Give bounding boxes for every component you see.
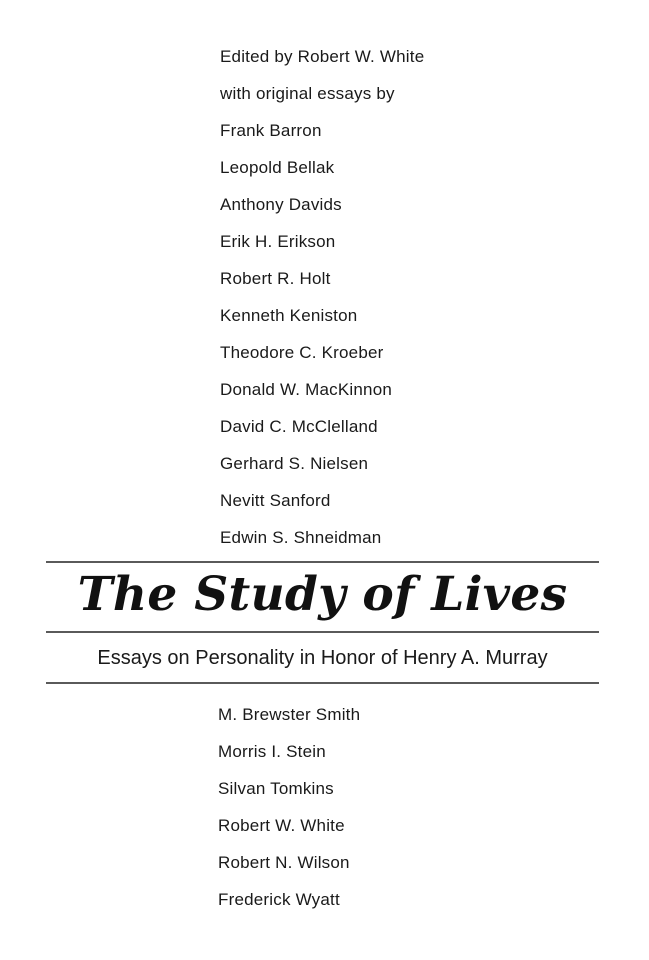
contributor-name: Gerhard S. Nielsen <box>220 454 369 473</box>
contributor-name: David C. McClelland <box>220 417 378 436</box>
subtitle-bottom-divider <box>46 682 599 684</box>
contributor-name: Donald W. MacKinnon <box>220 380 392 399</box>
contributor-name: Frank Barron <box>220 121 322 140</box>
editor-credit: Edited by Robert W. White <box>220 47 425 66</box>
contributor-name: Silvan Tomkins <box>218 779 334 798</box>
contributor-name: Leopold Bellak <box>220 158 335 177</box>
contributor-name: Anthony Davids <box>220 195 342 214</box>
contributors-list-continued <box>218 696 360 918</box>
contributor-name: Edwin S. Shneidman <box>220 528 382 547</box>
contributor-name: Robert W. White <box>218 816 345 835</box>
contributor-name: Robert R. Holt <box>220 269 331 288</box>
contributor-name: Nevitt Sanford <box>220 491 331 510</box>
contributor-name: Morris I. Stein <box>218 742 326 761</box>
book-subtitle: Essays on Personality in Honor of Henry A. Murray <box>97 647 548 669</box>
title-bottom-divider <box>46 631 599 633</box>
contributor-name: Kenneth Keniston <box>220 306 358 325</box>
contributor-name: Erik H. Erikson <box>220 232 336 251</box>
book-title: The Study of Lives <box>77 567 568 622</box>
contributor-name: Robert N. Wilson <box>218 853 350 872</box>
essays-by-label: with original essays by <box>220 84 395 103</box>
contributor-name: M. Brewster Smith <box>218 705 361 724</box>
contributor-name: Theodore C. Kroeber <box>220 343 384 362</box>
contributor-name: Frederick Wyatt <box>218 890 340 909</box>
editor-and-contributors-list <box>220 38 424 556</box>
